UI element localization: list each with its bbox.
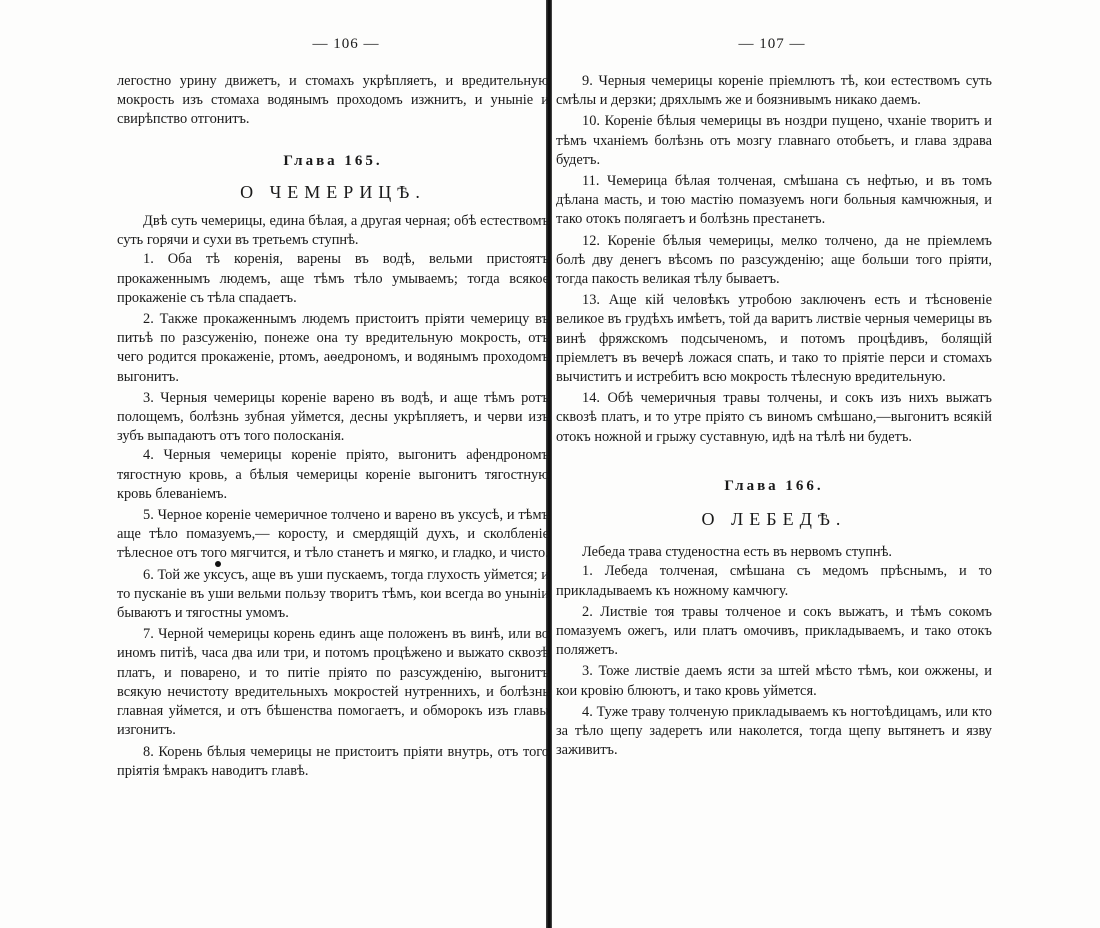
- paragraph-5: 5. Черное кореніе чемеричное толчено и варено въ уксусѣ, и тѣмъ аще тѣло помазуемъ,— коросту, и смердящій духъ, и сколбленіе тѣлесное отъ того мягчится, и тѣло станетъ и мягко, и гладко, и чисто.: [117, 507, 549, 562]
- paragraph-8: 8. Корень бѣлыя чемерицы не пристоитъ пріяти внутрь, отъ того пріятія ѣмракъ наводитъ главѣ.: [117, 743, 549, 779]
- chapter-165-subtitle: О ЧЕМЕРИЦѢ.: [240, 181, 426, 202]
- paragraph-6: 6. Той же уксусъ, аще въ уши пускаемъ, тогда глухость уймется; и то пусканіе въ уши вельми пользу творитъ тѣмъ, кои всегда во уныніи бываютъ и тягостны умомъ.: [117, 566, 549, 622]
- right-text-column: [556, 72, 992, 761]
- lebeda-paragraph-3: 3. Тоже листвіе даемъ ясти за штей мѣсто тѣмъ, кои ожжены, и кои кровію блюютъ, и тако кровь уймется.: [556, 663, 992, 699]
- chapter-166-subtitle: О ЛЕБЕДѢ.: [701, 509, 847, 530]
- paragraph-4: 4. Черныя чемерицы кореніе пріято, выгонитъ афендрономъ тягостную кровь, а бѣлыя чемерицы кореніе выгонитъ тягостную кровь блеваніемъ.: [117, 447, 549, 502]
- paragraph-1: 1. Оба тѣ коренія, варены въ водѣ, вельми пристоятъ прокаженнымъ людемъ, аще тѣмъ тѣло умываемъ; тогда всякое прокаженіе съ тѣла спадаетъ.: [117, 251, 549, 306]
- paragraph-14: 14. Обѣ чемеричныя травы толчены, и сокъ изъ нихъ выжатъ сквозѣ платъ, и то утре пріято съ виномъ смѣшано,—выгонитъ всякій отокъ ножной и грыжу суставную, идѣ на тѣлѣ ни будетъ.: [556, 390, 992, 445]
- paragraph-7: 7. Черной чемерицы корень единъ аще положенъ въ винѣ, или во иномъ питіѣ, часа два или три, и потомъ процѣжено и выжато сквозѣ платъ, и поварено, и то питіе пріято по разсужденію, выгонитъ всякую нечистоту вредительныхъ мокростей нутреннихъ, и болѣзнь главная уймется, и отъ бѣшенства помогаетъ, и обморокъ изъ главы изгонитъ.: [117, 626, 549, 739]
- paragraph-12: 12. Кореніе бѣлыя чемерицы, мелко толчено, да не пріемлемъ болѣ дву денегъ вѣсомъ по разсужденію; аще больши того пріяти, тогда пакость великая тѣлу бываетъ.: [556, 232, 992, 288]
- paragraph-2: 2. Также прокаженнымъ людемъ пристоитъ пріяти чемерицу въ питьѣ по разсуженію, понеже она ту вредительную мокрость, отъ чего родится прокаженіе, ртомъ, аѳедрономъ, и водянымъ проходомъ выгонитъ.: [117, 311, 549, 385]
- paragraph-10: 10. Кореніе бѣлыя чемерицы въ ноздри пущено, чханіе творитъ и тѣмъ чханіемъ болѣзнь отъ мозгу главнаго отобьетъ, и глава здрава будетъ.: [556, 113, 992, 168]
- ink-dot: [215, 561, 221, 567]
- left-page-number: — 106 —: [312, 36, 380, 52]
- chapter-165-intro: Двѣ суть чемерицы, едина бѣлая, а другая черная; обѣ естествомъ суть горячи и сухи въ третьемъ ступнѣ.: [117, 213, 549, 249]
- lebeda-paragraph-2: 2. Листвіе тоя травы толченое и сокъ выжатъ, и тѣмъ сокомъ помазуемъ ожегъ, или платъ омочивъ, прикладываемъ, и тако отокъ поляжетъ.: [556, 603, 992, 659]
- lebeda-paragraph-1: 1. Лебеда толченая, смѣшана съ медомъ прѣснымъ, и то прикладываемъ къ ножному камчюгу.: [556, 563, 992, 599]
- paragraph-11: 11. Чемерица бѣлая толченая, смѣшана съ нефтью, и въ томъ дѣлана масть, и тою мастію помазуемъ ноги больныя камчюжныя, и тако отокъ полягаетъ и болѣзнь престанетъ.: [556, 173, 992, 228]
- chapter-165-title: Глава 165.: [283, 152, 383, 169]
- paragraph-9: 9. Черныя чемерицы кореніе пріемлютъ тѣ, кои естествомъ суть смѣлы и дерзки; дряхлымъ же и боязнивымъ никако даемъ.: [556, 73, 992, 109]
- right-page-number: — 107 —: [738, 36, 806, 52]
- chapter-166-intro: Лебеда трава студеностна есть въ нервомъ ступнѣ.: [582, 544, 893, 561]
- paragraph-3: 3. Черныя чемерицы кореніе варено въ водѣ, и аще тѣмъ ротъ полощемъ, болѣзнь зубная уймется, десны укрѣпляетъ, и черви изъ зубъ выпадаютъ отъ того полосканія.: [117, 389, 549, 445]
- lebeda-paragraph-4: 4. Туже траву толченую прикладываемъ къ ногтоѣдицамъ, или кто за тѣло щепу задеретъ или наколется, тогда щепу вытянетъ и язву заживитъ.: [556, 703, 992, 759]
- paragraph-13: 13. Аще кій человѣкъ утробою заключенъ есть и тѣсновеніе великое въ грудѣхъ имѣетъ, той да варитъ листвіе черныя чемерицы въ винѣ фряжскомъ подсыченомъ, и потомъ процѣдивъ, болящій пріемлетъ въ вечерѣ ложася спать, и тако то пріятіе перси и стомахъ вычиститъ и истребитъ всю мокрость тѣлесную вредительную.: [556, 292, 992, 386]
- left-text-column: [117, 72, 549, 781]
- chapter-166-title: Глава 166.: [724, 477, 824, 494]
- continuation-paragraph: легостно урину движетъ, и стомахъ укрѣпляетъ, и вредительную мокрость изъ стомаха водянымъ проходомъ изжнитъ, и уныніе и свирѣпство отгонитъ.: [117, 73, 549, 128]
